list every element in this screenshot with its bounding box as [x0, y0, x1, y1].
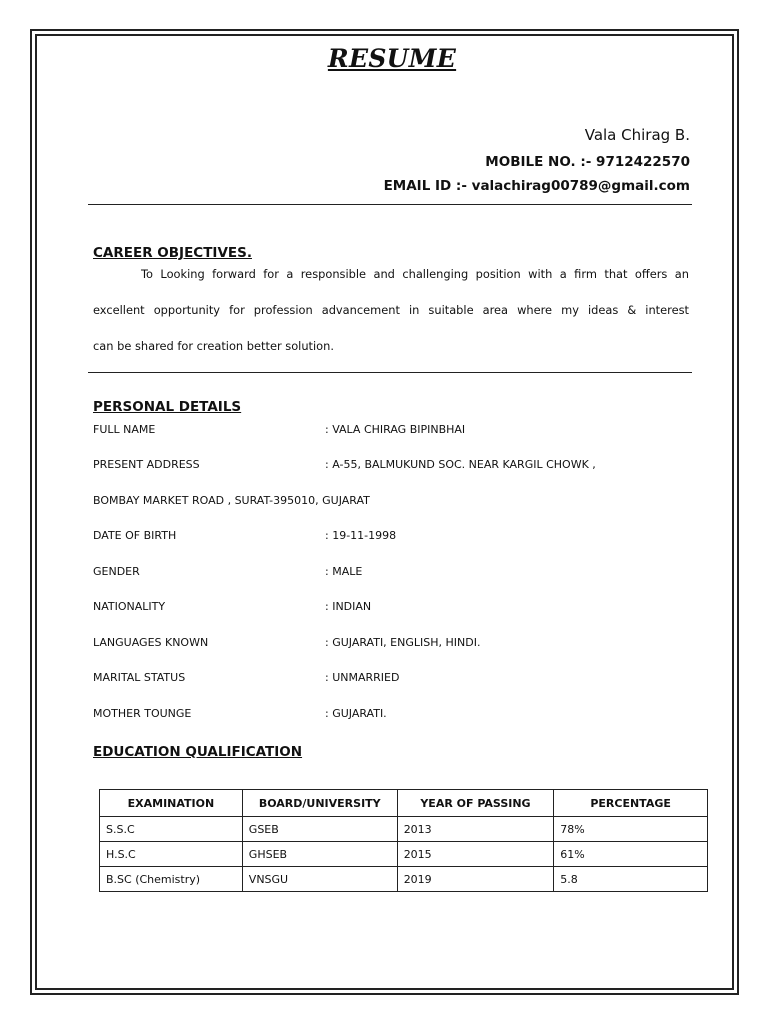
divider-middle — [88, 372, 692, 373]
personal-details-heading: PERSONAL DETAILS — [93, 399, 242, 415]
dob-label: DATE OF BIRTH — [93, 529, 177, 542]
header-percentage: PERCENTAGE — [554, 790, 708, 817]
career-objective-line: excellent opportunity for profession advancement in suitable area where my ideas & interest — [93, 303, 689, 317]
cell-examination: H.S.C — [100, 842, 243, 867]
header-examination: EXAMINATION — [100, 790, 243, 817]
cell-year: 2015 — [397, 842, 554, 867]
languages-value: : GUJARATI, ENGLISH, HINDI. — [325, 636, 481, 649]
dob-value: : 19-11-1998 — [325, 529, 397, 542]
gender-value: : MALE — [325, 565, 363, 578]
gender-label: GENDER — [93, 565, 140, 578]
divider-top — [88, 204, 692, 205]
mother-tongue-label: MOTHER TOUNGE — [93, 707, 192, 720]
cell-examination: B.SC (Chemistry) — [100, 867, 243, 892]
cell-board: VNSGU — [242, 867, 397, 892]
languages-label: LANGUAGES KNOWN — [93, 636, 209, 649]
address-continuation: BOMBAY MARKET ROAD , SURAT-395010, GUJARAT — [93, 494, 370, 507]
email-address: EMAIL ID :- valachirag00789@gmail.com — [383, 178, 690, 194]
address-value: : A-55, BALMUKUND SOC. NEAR KARGIL CHOWK , — [325, 458, 596, 471]
table-header-row — [100, 790, 708, 817]
career-objective-line: To Looking forward for a responsible and challenging position with a firm that offers an — [141, 267, 689, 281]
candidate-name: Vala Chirag B. — [584, 126, 690, 144]
address-label: PRESENT ADDRESS — [93, 458, 200, 471]
education-table — [99, 789, 708, 892]
full-name-value: : VALA CHIRAG BIPINBHAI — [325, 423, 466, 436]
resume-title: RESUME — [327, 44, 457, 73]
full-name-label: FULL NAME — [93, 423, 156, 436]
cell-percentage: 78% — [554, 817, 708, 842]
nationality-value: : INDIAN — [325, 600, 372, 613]
header-board-university: BOARD/UNIVERSITY — [242, 790, 397, 817]
mobile-number: MOBILE NO. :- 9712422570 — [485, 154, 690, 170]
header-year-of-passing: YEAR OF PASSING — [397, 790, 554, 817]
table-row — [100, 867, 708, 892]
cell-year: 2019 — [397, 867, 554, 892]
mother-tongue-value: : GUJARATI. — [325, 707, 387, 720]
cell-board: GSEB — [242, 817, 397, 842]
career-objectives-heading: CAREER OBJECTIVES. — [93, 245, 252, 261]
cell-board: GHSEB — [242, 842, 397, 867]
nationality-label: NATIONALITY — [93, 600, 166, 613]
career-objective-line: can be shared for creation better solution. — [93, 339, 334, 353]
marital-status-label: MARITAL STATUS — [93, 671, 186, 684]
education-heading: EDUCATION QUALIFICATION — [93, 744, 303, 760]
table-row — [100, 842, 708, 867]
cell-examination: S.S.C — [100, 817, 243, 842]
cell-year: 2013 — [397, 817, 554, 842]
table-row — [100, 817, 708, 842]
cell-percentage: 5.8 — [554, 867, 708, 892]
marital-status-value: : UNMARRIED — [325, 671, 400, 684]
cell-percentage: 61% — [554, 842, 708, 867]
